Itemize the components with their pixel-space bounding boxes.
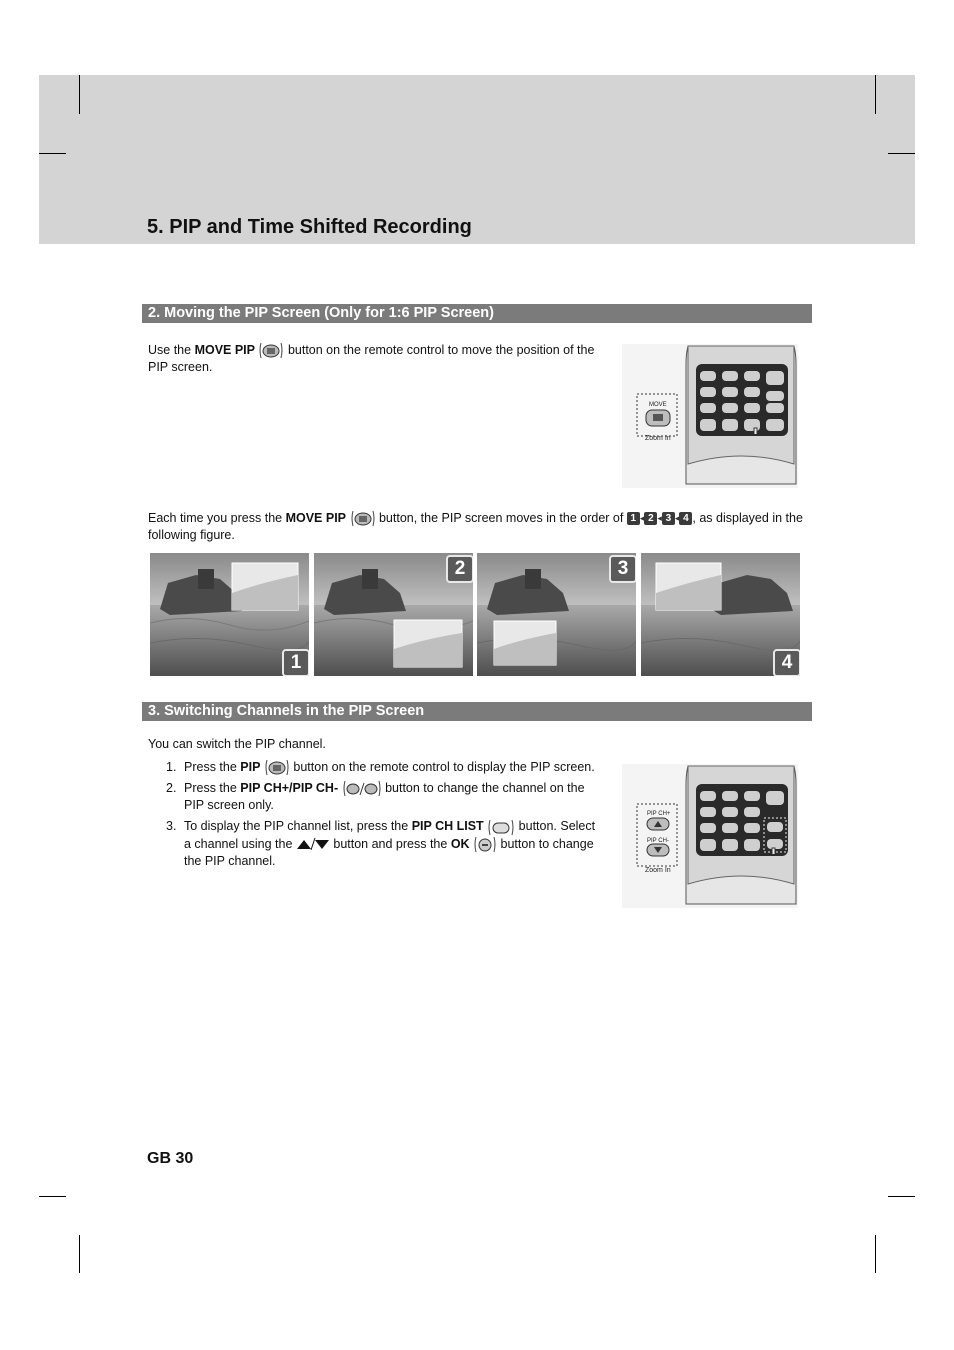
order-arrow-icon: ◂ — [639, 513, 645, 524]
step-item: 3. To display the PIP channel list, press the PIP CH LIST button. Select a channel using the button and press the OK button to change the PIP channel. — [166, 819, 596, 868]
move-pip-order-text: Each time you press the MOVE PIP button, the PIP screen moves in the order of 1 ◂ 2 ◂ 3 ◂ 4 , as displayed in the following figure. — [148, 511, 803, 543]
crop-mark — [39, 153, 66, 154]
section-heading-switching-channels: 3. Switching Channels in the PIP Screen — [142, 702, 812, 721]
step-number: 2. — [166, 781, 177, 796]
remote-callout-bottom-label: PIP CH- — [647, 838, 669, 844]
page-title: 5. PIP and Time Shifted Recording — [147, 216, 472, 238]
order-arrow-icon: ◂ — [674, 513, 680, 524]
pip-ch-plus-minus-icon — [342, 780, 382, 797]
crop-mark — [79, 75, 80, 114]
crop-mark — [875, 1235, 876, 1273]
pip-position-figure-3 — [477, 553, 636, 676]
figure-number-badge: 3 — [609, 555, 636, 583]
pip-position-figure-2 — [314, 553, 473, 676]
crop-mark — [875, 75, 876, 114]
order-chip: 4 — [679, 512, 692, 525]
order-chip: 2 — [644, 512, 657, 525]
remote-control-image-move — [622, 344, 798, 488]
move-pip-button-icon — [350, 510, 376, 527]
pip-position-figure-1 — [150, 553, 309, 676]
remote-callout-top-label: PIP CH+ — [647, 811, 671, 817]
switch-steps — [148, 759, 600, 874]
order-sequence — [627, 511, 693, 525]
remote-control-image-pip-ch — [622, 764, 798, 908]
order-arrow-icon: ◂ — [657, 513, 662, 524]
move-pip-button-icon — [258, 342, 284, 359]
pip-button-icon — [264, 759, 290, 776]
step-item: 2. Press the PIP CH+/PIP CH- button to change the channel on the PIP screen only. — [166, 781, 585, 813]
ok-button-icon — [473, 836, 497, 853]
pip-ch-list-button-icon — [487, 819, 515, 836]
remote-zoom-label: Zoom In — [645, 867, 671, 874]
crop-mark — [39, 1196, 66, 1197]
crop-mark — [888, 153, 915, 154]
move-pip-intro: Use the MOVE PIP button on the remote control to move the position of the PIP screen. — [148, 343, 595, 375]
figure-number-badge: 4 — [773, 649, 800, 676]
order-chip: 3 — [662, 512, 675, 525]
crop-mark — [79, 1235, 80, 1273]
figure-number-badge: 1 — [282, 649, 309, 676]
switch-intro: You can switch the PIP channel. — [148, 737, 326, 751]
up-down-arrow-icon — [296, 837, 330, 851]
step-number: 1. — [166, 760, 177, 774]
step-item: 1. Press the PIP button on the remote control to display the PIP screen. — [148, 759, 600, 776]
crop-mark — [888, 1196, 915, 1197]
figure-number-badge: 2 — [446, 555, 473, 583]
remote-callout-label: MOVE — [649, 402, 667, 408]
step-number: 3. — [166, 819, 177, 834]
order-chip: 1 — [627, 512, 640, 525]
remote-zoom-label: Zoom In — [645, 435, 671, 442]
section-heading-moving-pip: 2. Moving the PIP Screen (Only for 1:6 PIP Screen) — [142, 304, 812, 323]
page-number: GB 30 — [147, 1150, 194, 1167]
pip-position-figure-4 — [641, 553, 800, 676]
